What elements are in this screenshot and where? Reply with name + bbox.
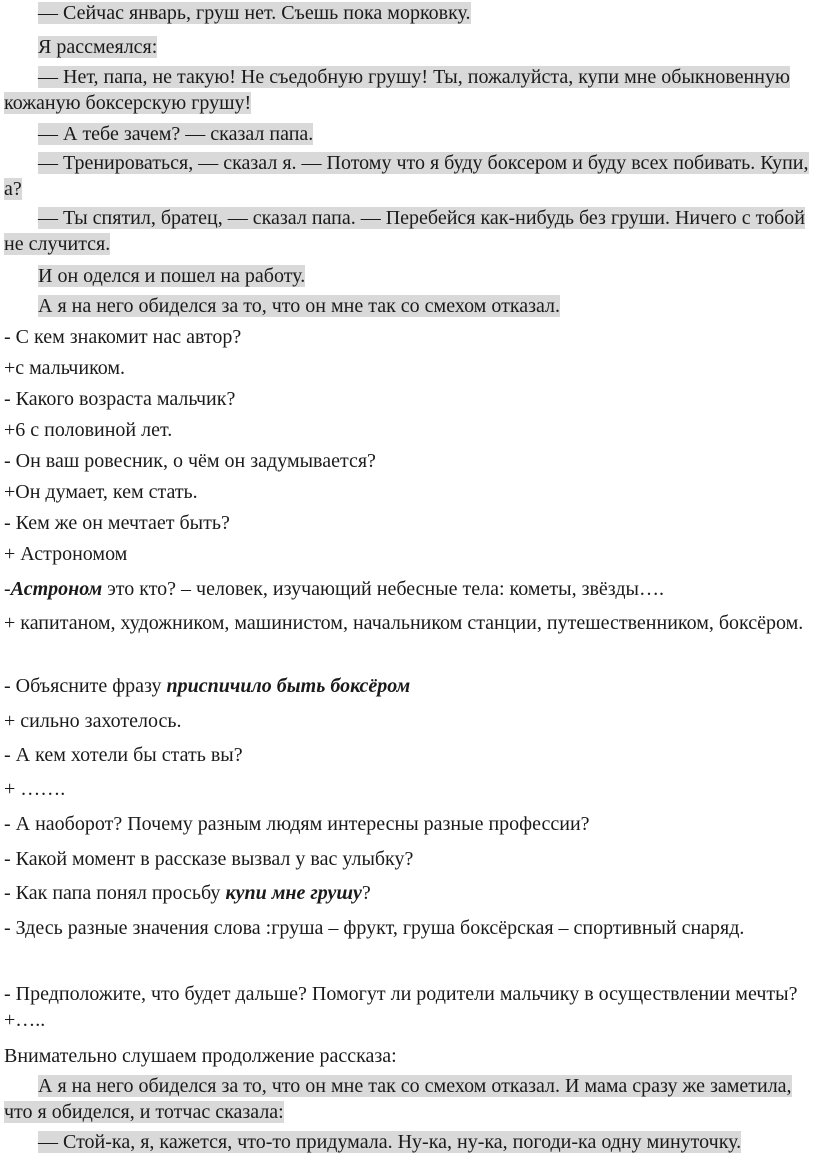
answer-line: + Астрономом [4, 543, 128, 565]
term-astronom: Астроном [10, 578, 103, 600]
term-request: купи мне грушу [225, 882, 362, 904]
answer-line: + ……. [4, 778, 66, 800]
answer-line: + капитаном, художником, машинистом, начальником станции, путешественником, боксёром. [4, 612, 804, 634]
question-line: - Кем же он мечтает быть? [4, 512, 230, 534]
story-paragraph: А я на него обиделся за то, что он мне так со смехом отказал. И мама сразу же заметила, что я обиделся, и тотчас сказала: [4, 1075, 792, 1123]
definition-line: -Астроном это кто? – человек, изучающий небесные тела: кометы, звёзды…. [4, 578, 664, 600]
story-paragraph: — Сейчас январь, груш нет. Съешь пока морковку. [38, 2, 471, 24]
story-paragraph: — Стой-ка, я, кажется, что-то придумала. Ну-ка, ну-ка, погоди-ка одну минуточку. [38, 1131, 742, 1153]
question-line: - Он ваш ровесник, о чём он задумывается? [4, 450, 376, 472]
question-line: - Как папа понял просьбу купи мне грушу? [4, 882, 371, 904]
note-line: - Здесь разные значения слова :груша – фрукт, груша боксёрская – спортивный снаряд. [4, 917, 745, 939]
answer-line: + сильно захотелось. [4, 710, 182, 732]
term-phrase: приспичило быть боксёром [166, 675, 411, 697]
question-line: - Какой момент в рассказе вызвал у вас улыбку? [4, 848, 414, 870]
story-paragraph: Я рассмеялся: [38, 36, 158, 58]
question-line: - С кем знакомит нас автор? [4, 326, 242, 348]
question-line: - А наоборот? Почему разным людям интересны разные профессии? [4, 813, 590, 835]
answer-line: +6 с половиной лет. [4, 419, 173, 441]
story-paragraph: — Тренироваться, — сказал я. — Потому что я буду боксером и буду всех побивать. Купи, а? [4, 152, 809, 200]
answer-line: +Он думает, кем стать. [4, 481, 198, 503]
question-line: - А кем хотели бы стать вы? [4, 744, 243, 766]
answer-line: +с мальчиком. [4, 357, 126, 379]
question-line: - Какого возраста мальчик? [4, 388, 236, 410]
story-paragraph: А я на него обиделся за то, что он мне так со смехом отказал. [38, 295, 561, 317]
story-paragraph: — А тебе зачем? — сказал папа. [38, 123, 314, 145]
transition-line: Внимательно слушаем продолжение рассказа: [4, 1045, 397, 1067]
story-paragraph: И он оделся и пошел на работу. [38, 265, 306, 287]
question-line: - Объясните фразу приспичило быть боксёром [4, 675, 411, 697]
question-line: - Предположите, что будет дальше? Помогут ли родители мальчику в осуществлении мечты? +….. [4, 983, 798, 1031]
story-paragraph: — Нет, папа, не такую! Не съедобную грушу! Ты, пожалуйста, купи мне обыкновенную кожаную боксерскую грушу! [4, 66, 790, 114]
story-paragraph: — Ты спятил, братец, — сказал папа. — Перебейся как-нибудь без груши. Ничего с тобой не случится. [4, 207, 806, 255]
